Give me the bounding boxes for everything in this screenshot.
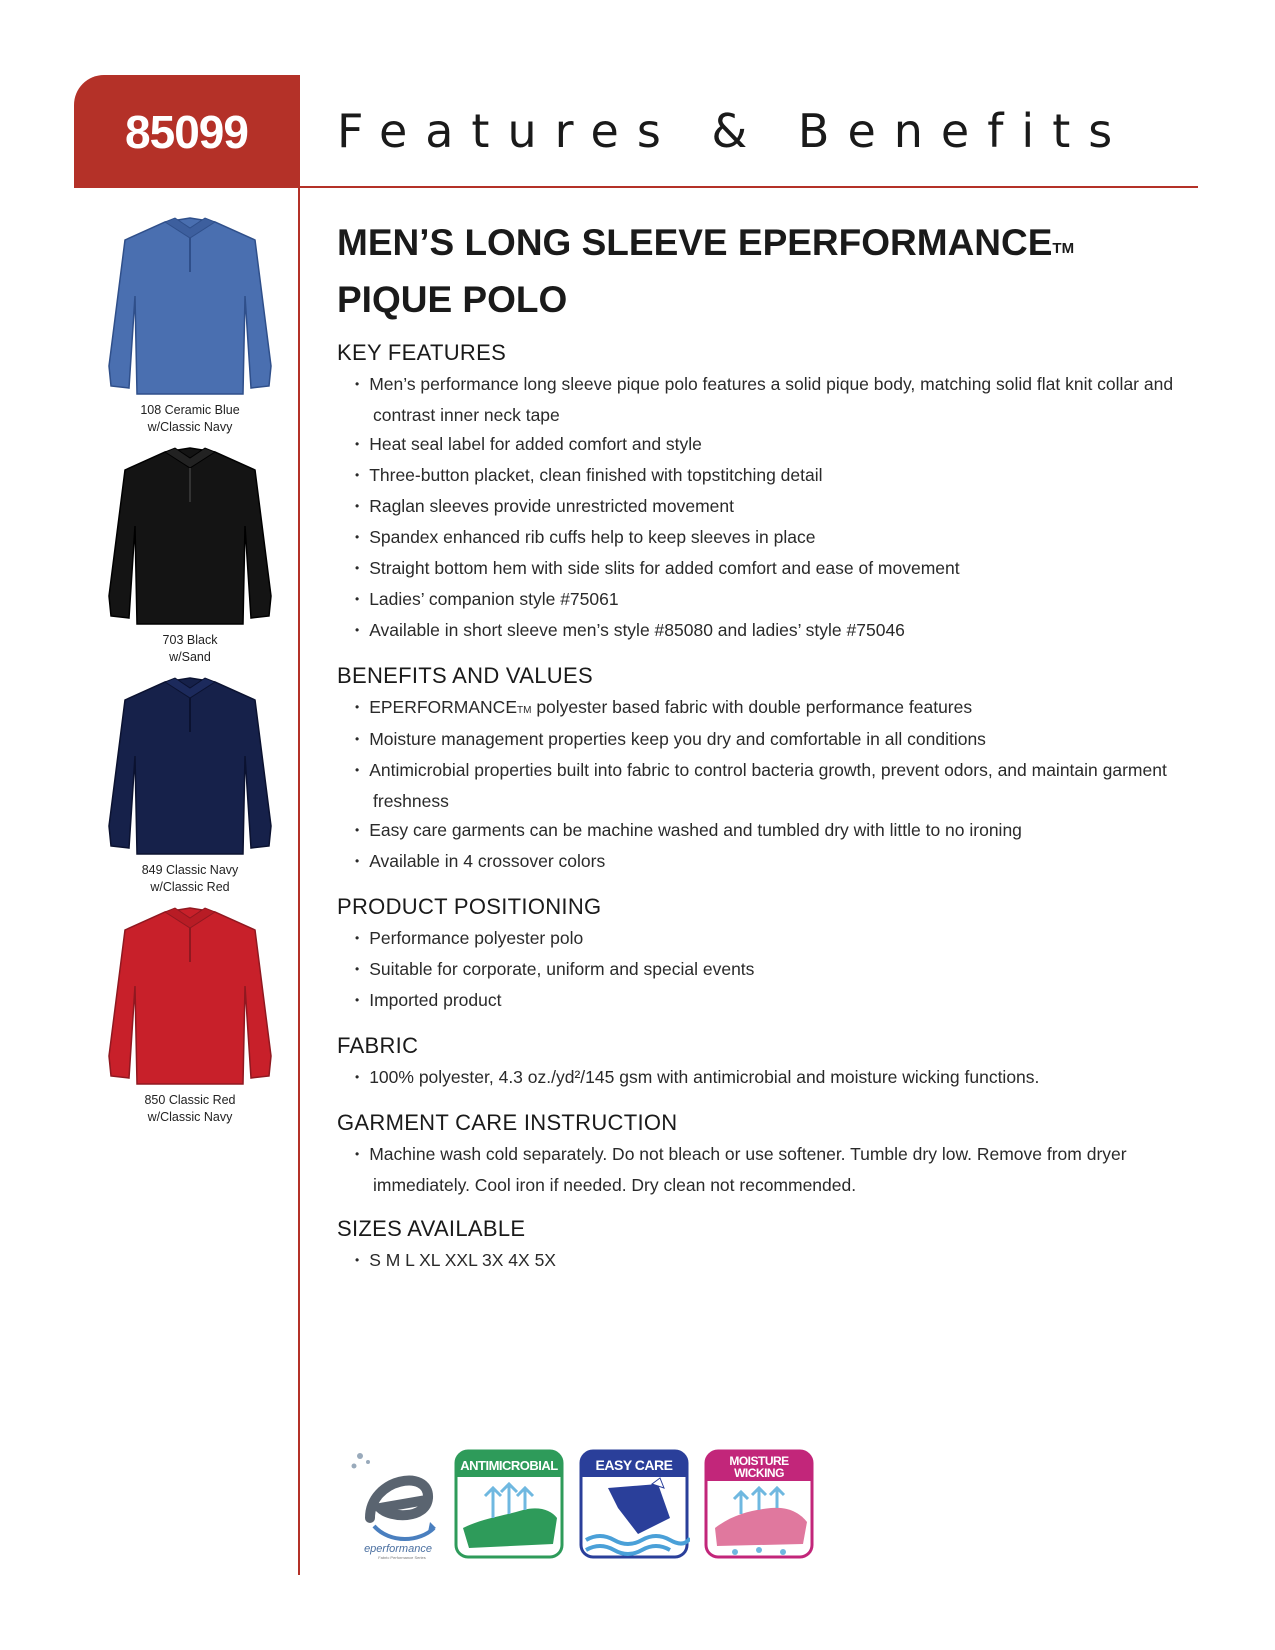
product-title-line1: MEN’S LONG SLEEVE EPERFORMANCE [337, 222, 1053, 263]
badge-label: EASY CARE [595, 1457, 673, 1473]
section-heading: PRODUCT POSITIONING [337, 894, 602, 919]
section-heading: SIZES AVAILABLE [337, 1216, 526, 1241]
positioning-section [337, 892, 1177, 1017]
eperformance-logo [340, 1448, 452, 1560]
list-item: • Imported product [337, 986, 1177, 1017]
polo-shirt-icon [105, 676, 275, 856]
antimicrobial-badge [453, 1448, 565, 1560]
list-item: • S M L XL XXL 3X 4X 5X [337, 1246, 1177, 1277]
swatch-caption [90, 1092, 290, 1126]
swatch-color-name: 108 Ceramic Blue [140, 403, 240, 417]
badge-label-line1: MOISTURE [729, 1454, 789, 1468]
section-heading: BENEFITS AND VALUES [337, 663, 593, 688]
list-item: • Antimicrobial properties built into fabric to control bacteria growth, prevent odors, and maintain garment freshness [337, 756, 1177, 816]
list-item: • Heat seal label for added comfort and style [337, 430, 1177, 461]
swatch-classic-navy [90, 676, 290, 896]
list-item: • Machine wash cold separately. Do not bleach or use softener. Tumble dry low. Remove from dryer immediately. Cool iron if needed. Dry clean not recommended. [337, 1140, 1177, 1200]
section-heading: KEY FEATURES [337, 340, 507, 365]
list-item: • Suitable for corporate, uniform and special events [337, 955, 1177, 986]
easy-care-badge [578, 1448, 690, 1560]
list-item: • Available in short sleeve men’s style #85080 and ladies’ style #75046 [337, 616, 1177, 647]
key-features-section [337, 338, 1177, 647]
swatch-trim-name: w/Classic Red [150, 880, 230, 894]
list-item: • Moisture management properties keep you dry and comfortable in all conditions [337, 725, 1177, 756]
list-item-text: polyester based fabric with double performance features [531, 697, 973, 717]
polo-shirt-icon [105, 906, 275, 1086]
list-item: • Raglan sleeves provide unrestricted movement [337, 492, 1177, 523]
swatch-black [90, 446, 290, 666]
list-item: • Three-button placket, clean finished with topstitching detail [337, 461, 1177, 492]
swatch-color-name: 850 Classic Red [144, 1093, 236, 1107]
logo-text: eperformance [364, 1543, 432, 1555]
page-title: Features & Benefits [337, 104, 1131, 158]
polo-shirt-icon [105, 216, 275, 396]
list-item: • Ladies’ companion style #75061 [337, 585, 1177, 616]
product-title [337, 218, 1177, 324]
swatch-classic-red [90, 906, 290, 1126]
easy-care-icon [578, 1448, 690, 1560]
brand-name: EPERFORMANCE [369, 697, 517, 717]
trademark-mark: TM [1052, 240, 1075, 257]
sizes-section [337, 1214, 1177, 1277]
list-item: • Available in 4 crossover colors [337, 847, 1177, 878]
care-section [337, 1108, 1177, 1200]
section-heading: FABRIC [337, 1033, 419, 1058]
badge-label: ANTIMICROBIAL [460, 1458, 558, 1473]
product-content [337, 218, 1177, 1291]
swatch-ceramic-blue [90, 216, 290, 436]
list-item: • Easy care garments can be machine washed and tumbled dry with little to no ironing [337, 816, 1177, 847]
benefits-section [337, 661, 1177, 878]
list-item: • Straight bottom hem with side slits for added comfort and ease of movement [337, 554, 1177, 585]
swatch-caption [90, 402, 290, 436]
swatch-trim-name: w/Sand [169, 650, 211, 664]
eperformance-icon [340, 1448, 452, 1560]
logo-subtext: Fabric Performance Series [378, 1555, 426, 1560]
trademark-mark: TM [517, 705, 532, 716]
product-title-line2: PIQUE POLO [337, 279, 568, 320]
swatch-color-name: 849 Classic Navy [141, 863, 239, 877]
antimicrobial-icon [453, 1448, 565, 1560]
list-item: • Men’s performance long sleeve pique polo features a solid pique body, matching solid flat knit collar and contrast inner neck tape [337, 370, 1177, 430]
polo-shirt-icon [105, 446, 275, 626]
swatch-color-name: 703 Black [162, 633, 218, 647]
swatch-trim-name: w/Classic Navy [147, 420, 233, 434]
swatch-trim-name: w/Classic Navy [147, 1110, 233, 1124]
swatch-caption [90, 632, 290, 666]
list-item: • 100% polyester, 4.3 oz./yd²/145 gsm with antimicrobial and moisture wicking functions. [337, 1063, 1177, 1094]
header-divider [74, 186, 1198, 188]
list-item: • Performance polyester polo [337, 924, 1177, 955]
fabric-section [337, 1031, 1177, 1094]
list-item: • Spandex enhanced rib cuffs help to keep sleeves in place [337, 523, 1177, 554]
style-number-badge [74, 75, 299, 187]
moisture-wicking-badge [703, 1448, 815, 1560]
section-heading: GARMENT CARE INSTRUCTION [337, 1110, 678, 1135]
swatch-caption [90, 862, 290, 896]
list-item [337, 693, 1177, 725]
feature-logos [340, 1448, 860, 1568]
column-divider [298, 75, 300, 1575]
style-number: 85099 [125, 106, 248, 158]
moisture-wicking-icon [703, 1448, 815, 1560]
badge-label-line2: WICKING [734, 1466, 784, 1480]
